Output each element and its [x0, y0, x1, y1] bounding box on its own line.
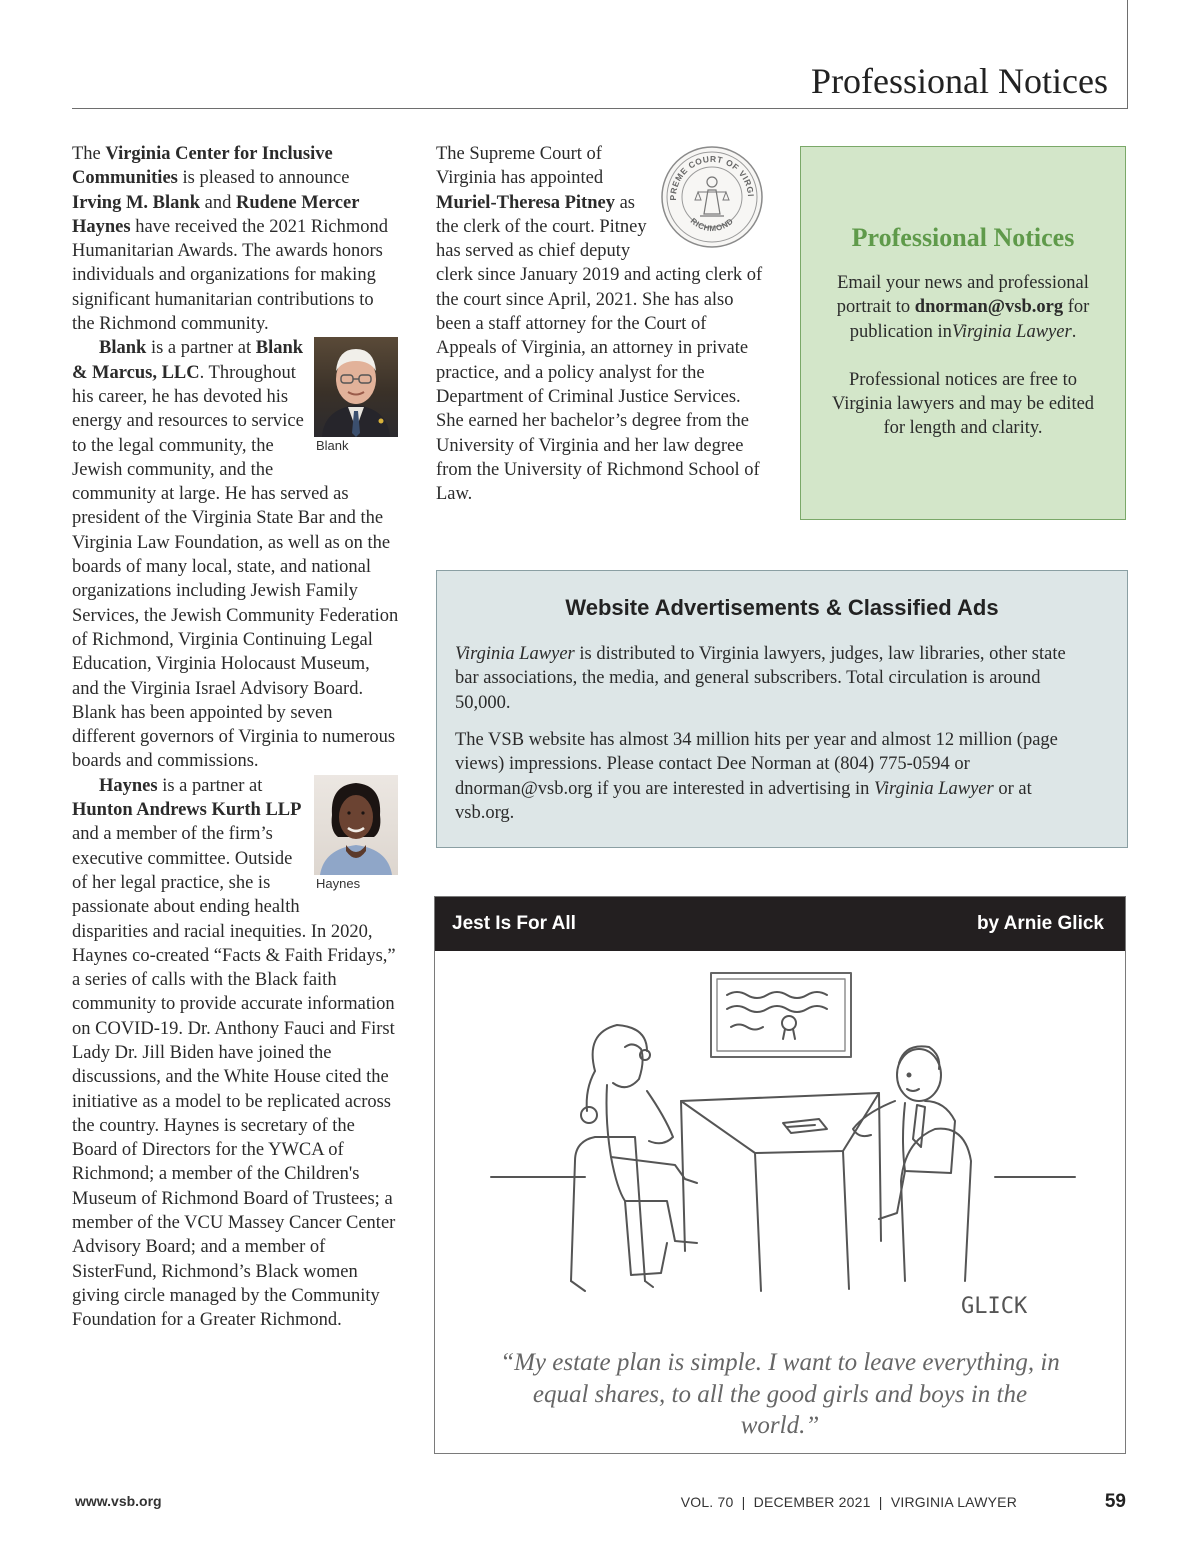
- notices-box-title: Professional Notices: [851, 223, 1075, 252]
- seal-bottom-text: RICHMOND: [688, 216, 736, 234]
- honoree-haynes: Rudene Mercer Haynes: [72, 192, 360, 237]
- header-vertical-rule: [1127, 0, 1128, 109]
- notices-box-terms: Professional notices are free to Virginia lawyers and may be edited for length and clarity.: [831, 369, 1095, 439]
- website-advertising-paragraph: The VSB website has almost 34 million hits per year and almost 12 million (page views) impressions. Please contact Dee Norman at (804) 775-0594 or dnorman@vsb.org if you are interested in advertising in Virginia Lawyer or at vsb.org.: [455, 730, 1058, 823]
- cartoonist-signature: GLICK: [961, 1294, 1028, 1319]
- cartoon-header-bar: [435, 897, 1125, 951]
- footer-page-number: 59: [1104, 1491, 1126, 1512]
- haynes-photo-caption: Haynes: [316, 875, 361, 891]
- footer-issue-info: VOL. 70 | DECEMBER 2021 | VIRGINIA LAWYER: [680, 1494, 1017, 1510]
- circulation-paragraph: Virginia Lawyer is distributed to Virginia lawyers, judges, law libraries, other state bar associations, the media, and general subscribers. Total circulation is around 50,000.: [455, 644, 1066, 713]
- advertising-box: [436, 570, 1128, 848]
- professional-notices-box: [800, 146, 1126, 520]
- middle-column: [436, 142, 766, 506]
- notices-box-instructions: Email your news and professional portrait to dnorman@vsb.org for publication inVirginia Lawyer.: [836, 273, 1090, 342]
- blank-firm: Blank & Marcus, LLC: [72, 338, 304, 383]
- blank-portrait: [314, 337, 398, 437]
- haynes-firm: Hunton Andrews Kurth LLP: [72, 800, 302, 821]
- haynes-bio: Haynes is a partner at Hunton Andrews Kurth LLP and a member of the firm’s executive committee. Outside of her legal practice, she is passionate about ending health disparities and racial inequities. In 2020, Haynes co-created “Facts & Faith Fridays,” a series of calls with the Black faith community to provide accurate information on COVID-19. Dr. Anthony Fauci and First Lady Dr. Jill Biden have joined the discussions, and the White House cited the initiative as a model to be replicated across the country. Haynes is secretary of the Board of Directors for the YWCA of Richmond; a member of the Children's Museum of Richmond Board of Trustees; a member of the VCU Massey Cancer Center Advisory Board; and a member of SisterFund, Richmond’s Black women giving circle managed by the Community Foundation for a Greater Richmond.: [72, 775, 396, 1331]
- advertising-box-title: Website Advertisements & Classified Ads: [565, 595, 999, 620]
- footer-website[interactable]: www.vsb.org: [75, 1493, 162, 1509]
- cartoon-panel: [434, 896, 1126, 1454]
- haynes-portrait: [314, 775, 398, 875]
- cartoon-illustration: [435, 951, 1125, 1351]
- blank-bio: Blank is a partner at Blank & Marcus, LLC. Throughout his career, he has devoted his energy and resources to service to the legal community, the Jewish community, and the community at large. He has served as president of the Virginia State Bar and the Virginia Law Foundation, as well as on the boards of many local, state, and national organizations including Jewish Family Services, the Jewish Community Federation of Richmond, Virginia Continuing Legal Education, Virginia Holocaust Museum, and the Virginia Israel Advisory Board. Blank has been appointed by seven different governors of Virginia to numerous boards and commissions.: [72, 338, 399, 772]
- blank-photo: [314, 337, 400, 455]
- supreme-court-seal-icon: [658, 142, 766, 252]
- cartoon-title: Jest Is For All: [452, 913, 576, 934]
- seal-top-text: PREME COURT OF VIRGI: [667, 153, 757, 201]
- header-rule: [72, 108, 1128, 109]
- left-column: [72, 142, 400, 1333]
- vcic-announcement: The Virginia Center for Inclusive Communities is pleased to announce Irving M. Blank and Rudene Mercer Haynes have received the 2021 Richmond Humanitarian Awards. The awards honors individuals and organizations for making significant humanitarian contributions to the Richmond community.: [72, 144, 388, 335]
- vcic-org-name: Virginia Center for Inclusive Communities: [72, 144, 333, 189]
- cartoon-caption: “My estate plan is simple. I want to leave everything, in equal shares, to all the good girls and boys in the world.”: [500, 1349, 1060, 1439]
- honoree-blank: Irving M. Blank: [72, 192, 200, 213]
- pitney-name: Muriel-Theresa Pitney: [436, 192, 615, 213]
- cartoon-author: by Arnie Glick: [976, 913, 1104, 934]
- blank-photo-caption: Blank: [316, 438, 349, 454]
- pitney-announcement: The Supreme Court of Virginia has appointed Muriel-Theresa Pitney as the clerk of the court. Pitney has served as chief deputy clerk since January 2019 and acting clerk of the court since April, 2021. She has also been a staff attorney for the Court of Appeals of Virginia, an attorney in private practice, and a policy analyst for the Department of Criminal Justice Services. She earned her bachelor’s degree from the University of Virginia and her law degree from the University of Richmond School of Law.: [436, 144, 763, 505]
- notices-email-link[interactable]: dnorman@vsb.org: [914, 297, 1064, 318]
- haynes-photo: [314, 775, 400, 893]
- section-title: Professional Notices: [811, 61, 1108, 101]
